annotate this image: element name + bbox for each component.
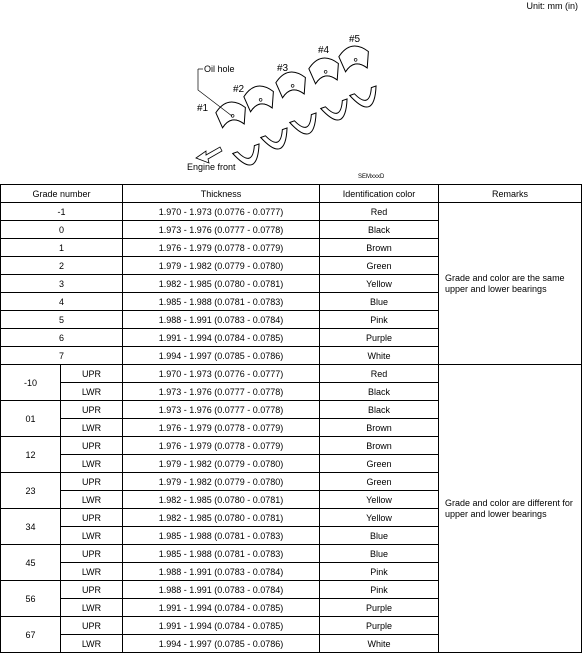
color-cell: Purple bbox=[320, 329, 439, 347]
color-cell: Pink bbox=[320, 311, 439, 329]
engine-front-label: Engine front bbox=[187, 162, 236, 172]
thickness-cell: 1.976 - 1.979 (0.0778 - 0.0779) bbox=[123, 419, 320, 437]
color-cell: Green bbox=[320, 473, 439, 491]
position-cell: LWR bbox=[61, 563, 123, 581]
unit-label: Unit: mm (in) bbox=[526, 1, 578, 11]
position-cell: UPR bbox=[61, 509, 123, 527]
bearing-figure bbox=[0, 12, 582, 184]
thickness-cell: 1.976 - 1.979 (0.0778 - 0.0779) bbox=[123, 437, 320, 455]
engine-front-arrow-icon bbox=[196, 147, 222, 163]
lower-shell-5 bbox=[350, 86, 382, 112]
remarks-same: Grade and color are the same upper and lower bearings bbox=[439, 203, 582, 365]
grade-cell: 45 bbox=[1, 545, 61, 581]
grade-cell: -1 bbox=[1, 203, 123, 221]
position-cell: UPR bbox=[61, 545, 123, 563]
position-label-1: #1 bbox=[197, 103, 209, 114]
color-cell: Yellow bbox=[320, 491, 439, 509]
upper-shell-5 bbox=[337, 44, 371, 73]
position-label-2: #2 bbox=[233, 84, 245, 95]
position-cell: UPR bbox=[61, 581, 123, 599]
header-thickness: Thickness bbox=[123, 185, 320, 203]
position-cell: LWR bbox=[61, 455, 123, 473]
table-row bbox=[1, 203, 582, 221]
thickness-cell: 1.982 - 1.985 (0.0780 - 0.0781) bbox=[123, 491, 320, 509]
thickness-cell: 1.988 - 1.991 (0.0783 - 0.0784) bbox=[123, 311, 320, 329]
position-cell: UPR bbox=[61, 365, 123, 383]
thickness-cell: 1.970 - 1.973 (0.0776 - 0.0777) bbox=[123, 365, 320, 383]
thickness-cell: 1.970 - 1.973 (0.0776 - 0.0777) bbox=[123, 203, 320, 221]
figure-code: SEMxxxD bbox=[358, 174, 385, 180]
header-remarks: Remarks bbox=[439, 185, 582, 203]
grade-cell: -10 bbox=[1, 365, 61, 401]
color-cell: White bbox=[320, 635, 439, 653]
upper-shell-2 bbox=[242, 84, 276, 113]
grade-cell: 5 bbox=[1, 311, 123, 329]
color-cell: Red bbox=[320, 365, 439, 383]
upper-shell-1 bbox=[214, 100, 248, 129]
lower-shell-1 bbox=[233, 144, 265, 170]
color-cell: Green bbox=[320, 257, 439, 275]
grade-cell: 4 bbox=[1, 293, 123, 311]
color-cell: Pink bbox=[320, 581, 439, 599]
position-cell: UPR bbox=[61, 617, 123, 635]
oil-hole-label: Oil hole bbox=[204, 64, 235, 74]
thickness-cell: 1.973 - 1.976 (0.0777 - 0.0778) bbox=[123, 401, 320, 419]
grade-cell: 6 bbox=[1, 329, 123, 347]
color-cell: Black bbox=[320, 383, 439, 401]
grade-cell: 56 bbox=[1, 581, 61, 617]
thickness-cell: 1.985 - 1.988 (0.0781 - 0.0783) bbox=[123, 545, 320, 563]
thickness-cell: 1.994 - 1.997 (0.0785 - 0.0786) bbox=[123, 347, 320, 365]
thickness-cell: 1.988 - 1.991 (0.0783 - 0.0784) bbox=[123, 581, 320, 599]
thickness-cell: 1.979 - 1.982 (0.0779 - 0.0780) bbox=[123, 455, 320, 473]
position-cell: LWR bbox=[61, 527, 123, 545]
color-cell: Black bbox=[320, 221, 439, 239]
color-cell: Black bbox=[320, 401, 439, 419]
position-cell: LWR bbox=[61, 491, 123, 509]
grade-cell: 67 bbox=[1, 617, 61, 653]
table-row bbox=[1, 365, 582, 383]
color-cell: Blue bbox=[320, 545, 439, 563]
position-cell: LWR bbox=[61, 635, 123, 653]
thickness-cell: 1.979 - 1.982 (0.0779 - 0.0780) bbox=[123, 257, 320, 275]
header-grade: Grade number bbox=[1, 185, 123, 203]
position-cell: LWR bbox=[61, 383, 123, 401]
color-cell: Brown bbox=[320, 419, 439, 437]
lower-shell-4 bbox=[321, 99, 353, 125]
thickness-cell: 1.988 - 1.991 (0.0783 - 0.0784) bbox=[123, 563, 320, 581]
thickness-cell: 1.985 - 1.988 (0.0781 - 0.0783) bbox=[123, 293, 320, 311]
color-cell: Red bbox=[320, 203, 439, 221]
grade-cell: 23 bbox=[1, 473, 61, 509]
color-cell: Yellow bbox=[320, 509, 439, 527]
thickness-cell: 1.985 - 1.988 (0.0781 - 0.0783) bbox=[123, 527, 320, 545]
position-cell: UPR bbox=[61, 473, 123, 491]
upper-shell-4 bbox=[307, 56, 341, 85]
color-cell: Yellow bbox=[320, 275, 439, 293]
position-cell: UPR bbox=[61, 437, 123, 455]
color-cell: Purple bbox=[320, 617, 439, 635]
color-cell: Purple bbox=[320, 599, 439, 617]
grade-cell: 01 bbox=[1, 401, 61, 437]
color-cell: Blue bbox=[320, 527, 439, 545]
color-cell: Brown bbox=[320, 437, 439, 455]
thickness-cell: 1.979 - 1.982 (0.0779 - 0.0780) bbox=[123, 473, 320, 491]
remarks-different: Grade and color are different for upper and lower bearings bbox=[439, 365, 582, 653]
color-cell: Pink bbox=[320, 563, 439, 581]
position-cell: LWR bbox=[61, 419, 123, 437]
grade-cell: 1 bbox=[1, 239, 123, 257]
grade-cell: 34 bbox=[1, 509, 61, 545]
position-label-5: #5 bbox=[349, 34, 361, 45]
grade-cell: 2 bbox=[1, 257, 123, 275]
grade-cell: 7 bbox=[1, 347, 123, 365]
lower-shell-2 bbox=[261, 128, 293, 154]
thickness-cell: 1.982 - 1.985 (0.0780 - 0.0781) bbox=[123, 509, 320, 527]
grade-cell: 3 bbox=[1, 275, 123, 293]
thickness-cell: 1.991 - 1.994 (0.0784 - 0.0785) bbox=[123, 617, 320, 635]
thickness-cell: 1.976 - 1.979 (0.0778 - 0.0779) bbox=[123, 239, 320, 257]
thickness-cell: 1.991 - 1.994 (0.0784 - 0.0785) bbox=[123, 329, 320, 347]
thickness-cell: 1.991 - 1.994 (0.0784 - 0.0785) bbox=[123, 599, 320, 617]
position-label-3: #3 bbox=[277, 63, 289, 74]
bearing-grade-table bbox=[0, 184, 582, 653]
lower-shell-3 bbox=[290, 113, 322, 139]
header-color: Identification color bbox=[320, 185, 439, 203]
position-label-4: #4 bbox=[318, 45, 330, 56]
grade-cell: 12 bbox=[1, 437, 61, 473]
grade-cell: 0 bbox=[1, 221, 123, 239]
position-cell: LWR bbox=[61, 599, 123, 617]
thickness-cell: 1.973 - 1.976 (0.0777 - 0.0778) bbox=[123, 383, 320, 401]
color-cell: Blue bbox=[320, 293, 439, 311]
thickness-cell: 1.994 - 1.997 (0.0785 - 0.0786) bbox=[123, 635, 320, 653]
thickness-cell: 1.982 - 1.985 (0.0780 - 0.0781) bbox=[123, 275, 320, 293]
color-cell: White bbox=[320, 347, 439, 365]
bearing-illustration bbox=[0, 12, 582, 184]
color-cell: Green bbox=[320, 455, 439, 473]
position-cell: UPR bbox=[61, 401, 123, 419]
color-cell: Brown bbox=[320, 239, 439, 257]
table-header-row bbox=[1, 185, 582, 203]
thickness-cell: 1.973 - 1.976 (0.0777 - 0.0778) bbox=[123, 221, 320, 239]
